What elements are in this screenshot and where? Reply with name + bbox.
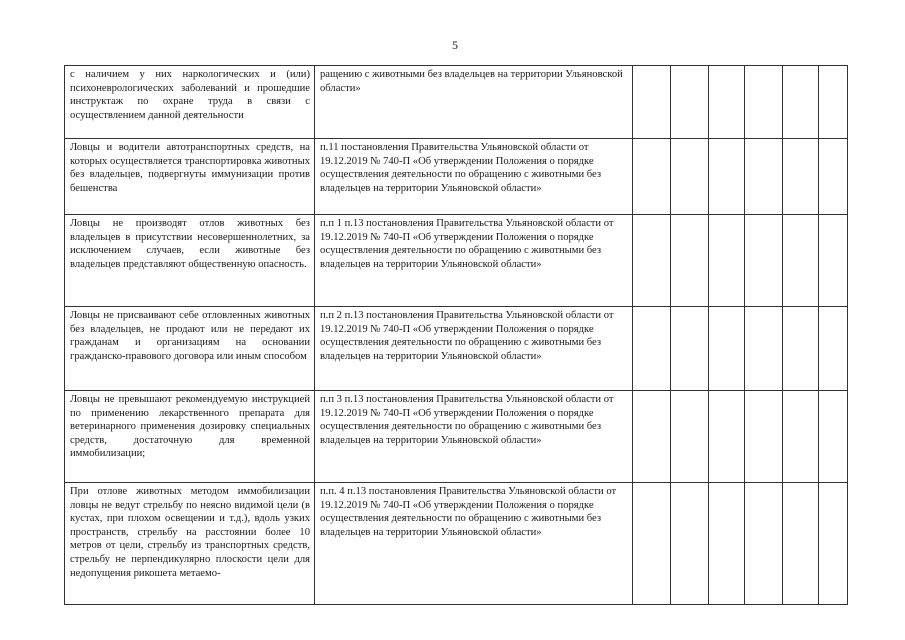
requirement-text: Ловцы не превышают рекомендуемую инструкцией по применению лекарственного препарата для ветеринарного применения дозировку специальных средств, достаточную для временной иммобилизации; (70, 394, 310, 460)
answer-cell (671, 307, 709, 391)
answer-cell (709, 66, 745, 139)
requirement-text: с наличием у них наркологических и (или) психоневрологических заболеваний и прошедшие инструктаж по охране труда в связи с осуществлением данной деятельности (70, 69, 310, 121)
table-row (65, 483, 848, 605)
answer-cell (745, 391, 783, 483)
answer-cell (819, 215, 848, 307)
reference-cell (315, 139, 633, 215)
answer-cell (783, 307, 819, 391)
requirement-cell (65, 215, 315, 307)
answer-cell (783, 391, 819, 483)
requirement-text: Ловцы и водители автотранспортных средств, на которых осуществляется транспортировка животных без владельцев, подвергнуты иммунизации против бешенства (70, 142, 310, 194)
answer-cell (783, 66, 819, 139)
requirements-table (64, 65, 848, 605)
table-row (65, 391, 848, 483)
answer-cell (745, 139, 783, 215)
reference-text: п.п. 4 п.13 постановления Правительства Ульяновской области от 19.12.2019 № 740-П «Об утверждении Положения о порядке осуществления деятельности по обращению с животными без владельцев на территории Ульяновской области» (320, 486, 617, 538)
answer-cell (709, 307, 745, 391)
reference-cell (315, 483, 633, 605)
reference-cell (315, 307, 633, 391)
reference-text: п.п 3 п.13 постановления Правительства Ульяновской области от 19.12.2019 № 740-П «Об утверждении Положения о порядке осуществления деятельности по обращению с животными без владельцев на территории Ульяновской области» (320, 394, 614, 446)
reference-cell (315, 215, 633, 307)
answer-cell (819, 139, 848, 215)
answer-cell (633, 139, 671, 215)
answer-cell (745, 483, 783, 605)
answer-cell (709, 483, 745, 605)
table-row (65, 307, 848, 391)
answer-cell (709, 391, 745, 483)
answer-cell (709, 215, 745, 307)
answer-cell (709, 139, 745, 215)
answer-cell (745, 307, 783, 391)
answer-cell (671, 66, 709, 139)
requirement-text: Ловцы не производят отлов животных без владельцев в присутствии несовершеннолетних, за исключением случаев, если животные без владельцев представляют общественную опасность. (70, 218, 310, 270)
answer-cell (671, 139, 709, 215)
answer-cell (819, 391, 848, 483)
answer-cell (671, 391, 709, 483)
page-number: 5 (452, 38, 458, 52)
table-row (65, 139, 848, 215)
requirement-cell (65, 66, 315, 139)
table-row (65, 215, 848, 307)
answer-cell (783, 139, 819, 215)
answer-cell (783, 215, 819, 307)
reference-text: п.п 1 п.13 постановления Правительства Ульяновской области от 19.12.2019 № 740-П «Об утверждении Положения о порядке осуществления деятельности по обращению с животными без владельцев на территории Ульяновской области» (320, 218, 614, 270)
answer-cell (819, 307, 848, 391)
requirement-cell (65, 139, 315, 215)
answer-cell (745, 215, 783, 307)
requirement-text: Ловцы не присваивают себе отловленных животных без владельцев, не продают или не передают их гражданам и организациям на основании гражданско-правового договора или иным способом (70, 310, 310, 362)
answer-cell (819, 66, 848, 139)
answer-cell (633, 391, 671, 483)
reference-text: п.п 2 п.13 постановления Правительства Ульяновской области от 19.12.2019 № 740-П «Об утверждении Положения о порядке осуществления деятельности по обращению с животными без владельцев на территории Ульяновской области» (320, 310, 614, 362)
requirement-cell (65, 391, 315, 483)
reference-text: п.11 постановления Правительства Ульяновской области от 19.12.2019 № 740-П «Об утверждении Положения о порядке осуществления деятельности по обращению с животными без владельцев на территории Ульяновской области» (320, 142, 602, 194)
answer-cell (633, 307, 671, 391)
requirement-cell (65, 307, 315, 391)
answer-cell (783, 483, 819, 605)
requirement-text: При отлове животных методом иммобилизации ловцы не ведут стрельбу по неясно видимой цели (в кустах, при плохом освещении и т.д.), вдоль узких пространств, стрельбу на расстоянии более 10 метров от цели, стрельбу из транспортных средств, стрельбу не перпендикулярно плоскости цели для недопущения рикошета метаемо- (70, 486, 310, 579)
table-row (65, 66, 848, 139)
reference-text: ращению с животными без владельцев на территории Ульяновской области» (320, 69, 623, 94)
reference-cell (315, 66, 633, 139)
answer-cell (671, 483, 709, 605)
reference-cell (315, 391, 633, 483)
answer-cell (671, 215, 709, 307)
answer-cell (633, 215, 671, 307)
answer-cell (633, 66, 671, 139)
answer-cell (633, 483, 671, 605)
answer-cell (745, 66, 783, 139)
requirement-cell (65, 483, 315, 605)
answer-cell (819, 483, 848, 605)
